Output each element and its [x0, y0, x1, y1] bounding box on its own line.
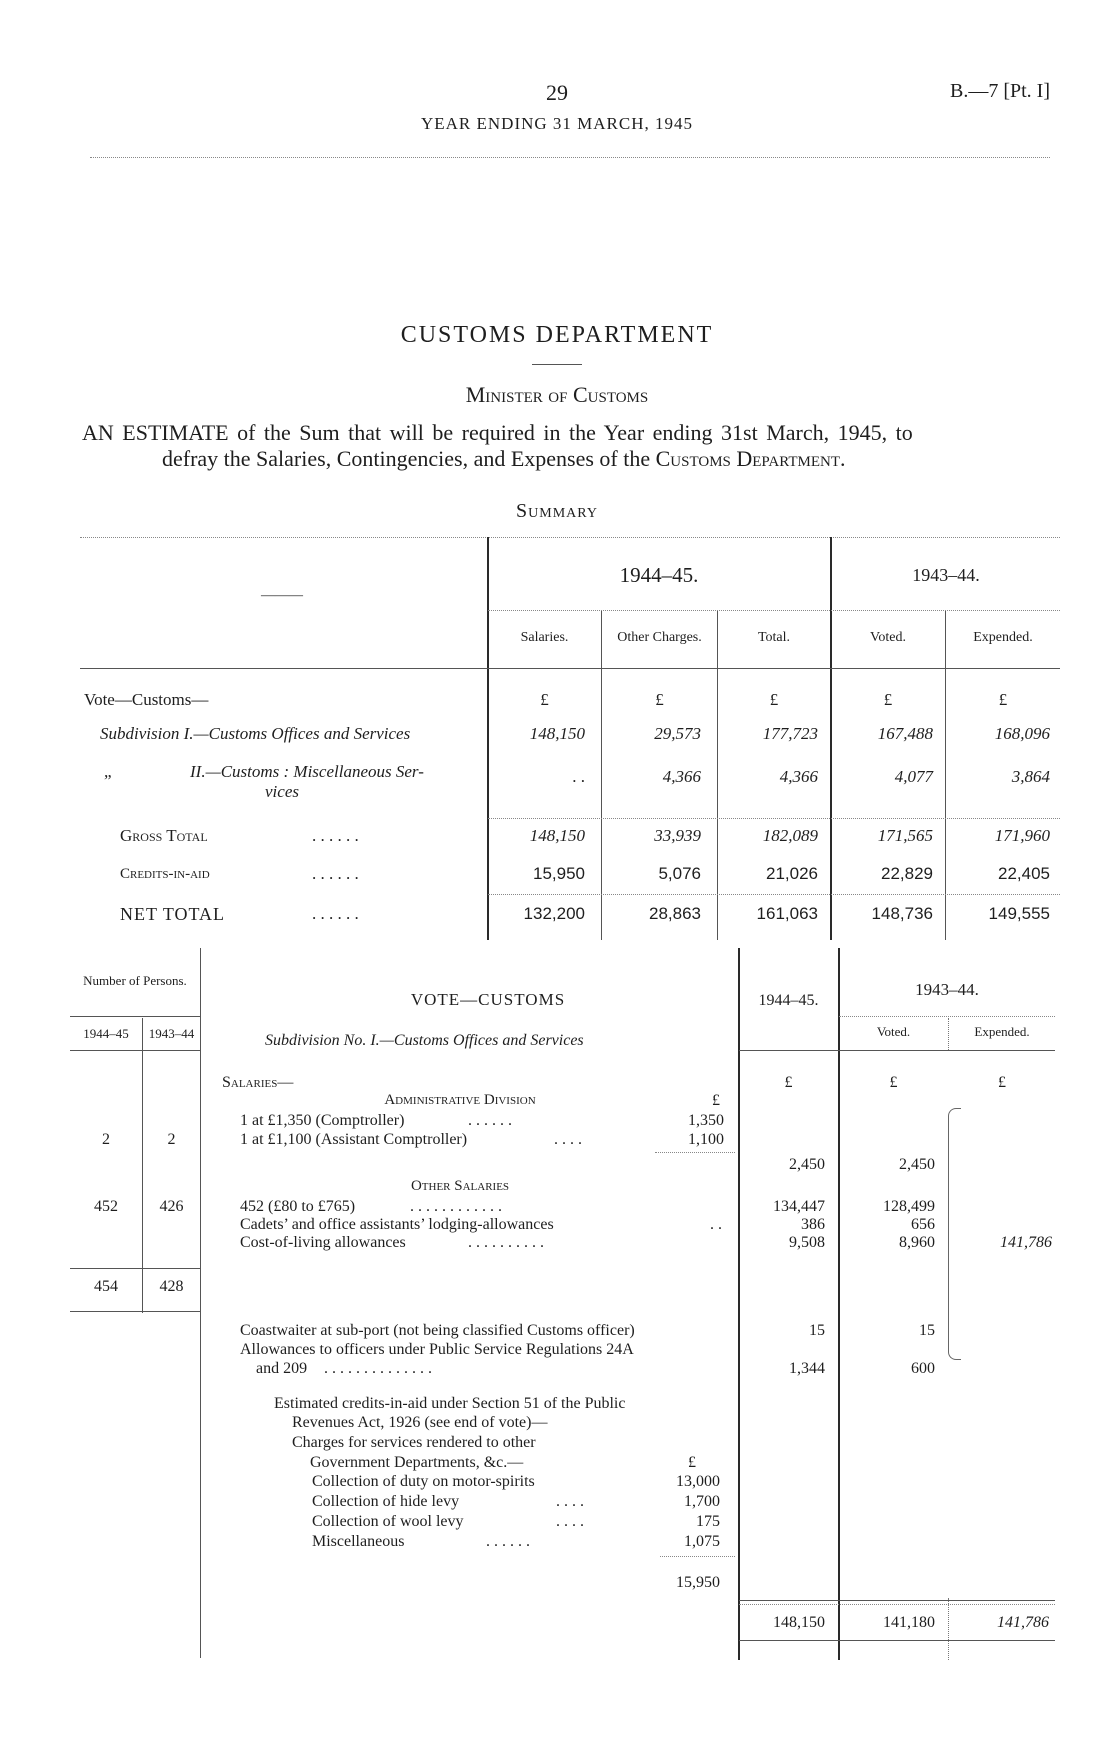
currency-other: £	[655, 690, 664, 709]
admin-row-1-amount: 1,350	[688, 1112, 724, 1129]
net-total-label: NET TOTAL	[120, 904, 226, 924]
summary-col-expended: Expended.	[973, 630, 1033, 645]
credits-voted: 22,829	[881, 864, 933, 883]
final-total-voted: 141,180	[883, 1614, 935, 1631]
admin-persons-1943: 2	[167, 1131, 176, 1148]
credits-row-3-leader: . . . .	[556, 1513, 584, 1530]
subdivision-2-ditto: „	[104, 762, 112, 781]
salaries-heading: Salaries—	[222, 1074, 294, 1091]
persons-header: Number of Persons.	[83, 973, 187, 988]
gross-leader: . . . . . .	[312, 826, 359, 845]
other-row-3-voted: 8,960	[899, 1234, 935, 1251]
other-row-2-voted: 656	[911, 1216, 935, 1233]
sub2-voted: 4,077	[894, 767, 933, 786]
admin-row-2-text: 1 at £1,100 (Assistant Comptroller)	[240, 1131, 468, 1148]
detail-divider-current	[738, 948, 740, 1660]
credits-intro-line1: Estimated credits-in-aid under Section 51 of the Public	[274, 1395, 626, 1412]
persons-header-rule	[70, 1016, 200, 1017]
subdivision-2-label-cont: vices	[265, 782, 299, 801]
other-row-3-current: 9,508	[789, 1234, 825, 1251]
summary-top-rule	[80, 537, 1060, 538]
currency-salaries: £	[540, 690, 549, 709]
summary-col-total: Total.	[757, 630, 791, 645]
sub2-total: 4,366	[779, 767, 818, 786]
subdivision-1-label: Subdivision I.—Customs Offices and Services	[100, 724, 411, 743]
other-persons-1943: 426	[159, 1198, 184, 1215]
final-total-current: 148,150	[773, 1614, 825, 1631]
coastwaiter-voted: 15	[919, 1322, 935, 1339]
persons-total-top-rule	[70, 1268, 200, 1269]
admin-currency: £	[712, 1092, 720, 1109]
other-row-2-leader: . .	[710, 1216, 722, 1233]
other-persons-1944: 452	[94, 1198, 118, 1215]
final-total-expended: 141,786	[997, 1614, 1049, 1631]
sub1-salaries: 148,150	[529, 724, 585, 743]
credits-row-4-leader: . . . . . .	[486, 1533, 530, 1550]
credits-row-3-text: Collection of wool levy	[312, 1513, 464, 1530]
header-rule	[90, 157, 1050, 158]
credits-intro-line4: Government Departments, &c.—	[310, 1454, 524, 1471]
sub1-other: 29,573	[654, 724, 701, 743]
estimate-text-line1: AN ESTIMATE of the Sum that will be required in the Year ending 31st March, 1945, to	[82, 420, 913, 445]
expended-bracket-amount: 141,786	[1000, 1234, 1052, 1251]
title-rule	[532, 364, 582, 365]
detail-col-1943: 1943–44.	[915, 980, 979, 999]
summary-col-other: Other Charges.	[617, 630, 702, 645]
summary-col-salaries: Salaries.	[520, 630, 569, 645]
persons-col-1943: 1943–44	[148, 1026, 195, 1041]
admin-total-voted: 2,450	[899, 1156, 935, 1173]
admin-row-1-leader: . . . . . .	[468, 1112, 512, 1129]
allowances-voted: 600	[911, 1360, 935, 1377]
summary-col-voted: Voted.	[870, 630, 906, 645]
admin-row-2-amount: 1,100	[688, 1131, 724, 1148]
currency-expended: £	[998, 690, 1008, 709]
persons-total-bottom-rule	[70, 1311, 200, 1312]
gross-top-rule	[488, 818, 1060, 819]
estimate-text-line2a: defray the Salaries, Contingencies, and Expenses of the	[162, 446, 651, 471]
gross-total-label: Gross Total	[120, 826, 208, 845]
detail-col-voted: Voted.	[876, 1024, 911, 1039]
estimate-text-line2	[162, 446, 846, 472]
persons-total-1944: 454	[94, 1278, 118, 1295]
admin-division-heading: Administrative Division	[384, 1092, 536, 1108]
coastwaiter-text: Coastwaiter at sub-port (not being classified Customs officer)	[240, 1322, 635, 1339]
credits-intro-line2: Revenues Act, 1926 (see end of vote)—	[292, 1414, 548, 1431]
admin-subtotal-rule	[655, 1152, 735, 1153]
summary-year-current: 1944–45.	[619, 563, 699, 587]
summary-header-bottom-rule	[80, 668, 1060, 669]
detail-previous-header-rule	[839, 1016, 1055, 1017]
other-row-1-current: 134,447	[773, 1198, 825, 1215]
minister-heading: Minister of Customs	[465, 382, 649, 407]
subdivision-title: Subdivision No. I.—Customs Offices and Services	[265, 1032, 584, 1049]
credits-in-aid-label: Credits-in-aid	[120, 866, 210, 882]
summary-heading: Summary	[516, 500, 598, 522]
gross-expended: 171,960	[994, 826, 1050, 845]
credits-intro-line3: Charges for services rendered to other	[292, 1434, 536, 1451]
sub2-salaries: . .	[572, 767, 585, 786]
vote-title: VOTE—CUSTOMS	[410, 990, 566, 1009]
final-totals-top-rule	[739, 1600, 1055, 1601]
credits-row-4-amount: 1,075	[684, 1533, 720, 1550]
page-number: 29	[546, 80, 568, 105]
summary-year-previous: 1943–44.	[912, 565, 980, 585]
sub1-voted: 167,488	[877, 724, 933, 743]
coastwaiter-current: 15	[809, 1322, 825, 1339]
other-row-3-text: Cost-of-living allowances	[240, 1234, 406, 1251]
persons-years-rule	[70, 1050, 200, 1051]
document-reference: B.—7 [Pt. I]	[950, 80, 1050, 102]
admin-row-2-leader: . . . .	[554, 1131, 582, 1148]
sub1-expended: 168,096	[994, 724, 1050, 743]
other-row-2-text: Cadets’ and office assistants’ lodging-allowances	[240, 1216, 554, 1233]
credits-salaries: 15,950	[533, 864, 585, 883]
credits-row-3-amount: 175	[696, 1513, 720, 1530]
detail-col-1944: 1944–45.	[758, 992, 819, 1009]
allowances-text-cont: and 209	[256, 1360, 308, 1377]
currency-voted: £	[883, 690, 893, 709]
detail-currency-current: £	[784, 1074, 793, 1091]
vote-label: Vote—Customs—	[84, 690, 209, 709]
subdivision-2-label: II.—Customs : Miscellaneous Ser-	[190, 762, 424, 781]
net-top-rule	[488, 894, 1060, 895]
period-heading: YEAR ENDING 31 MARCH, 1945	[420, 114, 694, 133]
persons-col-1944: 1944–45	[83, 1026, 129, 1041]
credits-total: 15,950	[676, 1574, 720, 1591]
allowances-leader: . . . . . . . . . . . . . .	[324, 1360, 432, 1377]
gross-total: 182,089	[762, 826, 818, 845]
department-title: CUSTOMS DEPARTMENT	[400, 322, 714, 348]
credits-expended: 22,405	[998, 864, 1050, 883]
detail-header-bottom-rule	[739, 1050, 1055, 1051]
currency-total: £	[769, 690, 779, 709]
expended-bracket	[948, 1108, 961, 1360]
sub2-expended: 3,864	[1011, 767, 1050, 786]
credits-subtotal-rule	[660, 1556, 735, 1557]
credits-row-1-text: Collection of duty on motor-spirits	[312, 1473, 535, 1490]
credits-row-2-leader: . . . .	[556, 1493, 584, 1510]
detail-divider-persons	[200, 948, 201, 1658]
credits-row-1-amount: 13,000	[676, 1473, 720, 1490]
net-total: 161,063	[756, 904, 818, 923]
net-expended: 149,555	[988, 904, 1050, 923]
admin-persons-1944: 2	[102, 1131, 110, 1148]
other-row-1-voted: 128,499	[883, 1198, 935, 1215]
summary-stub-dash: ———	[261, 588, 303, 603]
gross-salaries: 148,150	[529, 826, 585, 845]
detail-currency-expended: £	[998, 1074, 1006, 1091]
credits-total: 21,026	[766, 864, 818, 883]
admin-total-current: 2,450	[789, 1156, 825, 1173]
gross-voted: 171,565	[877, 826, 933, 845]
other-salaries-heading: Other Salaries	[410, 1178, 510, 1194]
credits-row-4-text: Miscellaneous	[312, 1533, 405, 1550]
sub2-other: 4,366	[662, 767, 701, 786]
credits-row-2-text: Collection of hide levy	[312, 1493, 460, 1510]
detail-col-expended: Expended.	[974, 1024, 1030, 1039]
other-row-3-leader: . . . . . . . . . .	[468, 1234, 544, 1251]
detail-divider-previous	[838, 948, 840, 1660]
detail-currency-voted: £	[889, 1074, 898, 1091]
credits-other: 5,076	[658, 864, 701, 883]
credits-row-2-amount: 1,700	[684, 1493, 720, 1510]
admin-row-1-text: 1 at £1,350 (Comptroller)	[240, 1112, 405, 1129]
net-voted: 148,736	[871, 904, 933, 923]
net-leader: . . . . . .	[312, 904, 359, 923]
net-salaries: 132,200	[523, 904, 585, 923]
net-other: 28,863	[649, 904, 701, 923]
gross-other: 33,939	[654, 826, 701, 845]
final-totals-top-rule-2	[739, 1604, 1055, 1605]
other-row-1-text: 452 (£80 to £765)	[240, 1198, 356, 1215]
sub1-total: 177,723	[762, 724, 818, 743]
summary-subheader-rule	[488, 610, 1060, 611]
allowances-text: Allowances to officers under Public Service Regulations 24A	[240, 1341, 634, 1358]
other-row-1-leader: . . . . . . . . . . . .	[410, 1198, 502, 1215]
other-row-2-current: 386	[801, 1216, 825, 1233]
credits-leader: . . . . . .	[312, 864, 359, 883]
final-totals-bottom-rule	[739, 1640, 1055, 1641]
department-name-smallcaps: Customs Department.	[655, 446, 846, 471]
persons-total-1943: 428	[159, 1278, 184, 1295]
credits-currency: £	[688, 1454, 696, 1471]
allowances-current: 1,344	[789, 1360, 825, 1377]
